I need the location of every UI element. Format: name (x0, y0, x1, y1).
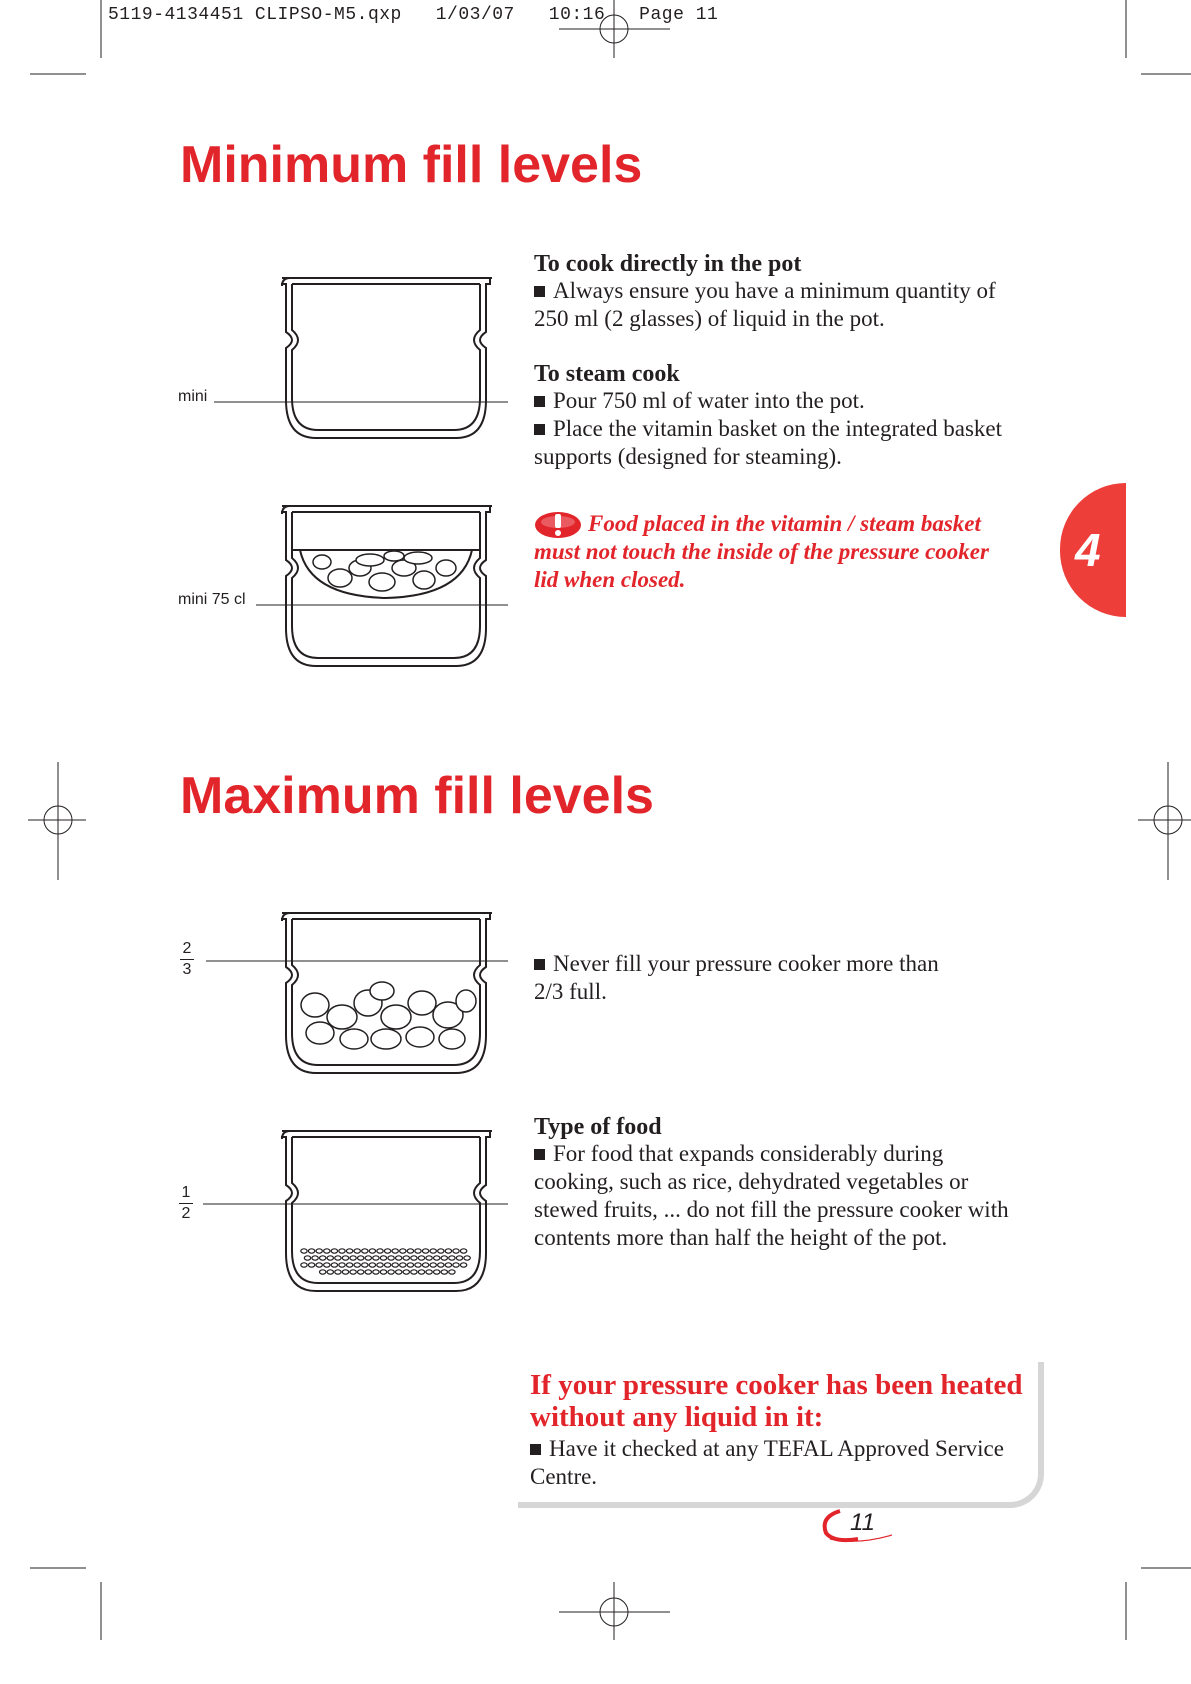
half-level-line (203, 1203, 508, 1206)
fraction-numerator: 2 (182, 940, 192, 957)
rice-grain (384, 1249, 390, 1253)
warning-line-2: must not touch the inside of the pressure cooker (534, 539, 989, 564)
rice-grain (350, 1256, 356, 1260)
mini-75cl-level-line (256, 604, 508, 607)
note-title-line-1: If your pressure cooker has been heated (530, 1369, 1023, 1401)
rice-grain (331, 1263, 337, 1267)
bullet-icon (530, 1444, 541, 1455)
rice-grain (320, 1256, 326, 1260)
rice-grain (301, 1249, 307, 1253)
steam-bullet-2-cont: supports (designed for steaming). (534, 444, 842, 469)
rice-grain (301, 1263, 307, 1267)
type-line-3: stewed fruits, ... do not fill the pressure cooker with (534, 1197, 1009, 1222)
rice-grain (392, 1249, 398, 1253)
rice-grain (426, 1256, 432, 1260)
note-title-line-2: without any liquid in it: (530, 1401, 824, 1433)
two-thirds-fraction (180, 940, 194, 979)
rice-grain (327, 1270, 333, 1274)
rice-grain (441, 1270, 447, 1274)
fraction-bar (180, 959, 194, 960)
rice-grain (415, 1249, 421, 1253)
pot-steam-illustration (270, 498, 520, 673)
rice-grain (335, 1270, 341, 1274)
rice-grain (304, 1256, 310, 1260)
rice-grain (362, 1249, 368, 1253)
rice-grain (354, 1263, 360, 1267)
fraction-bar (179, 1203, 193, 1204)
half-fraction (179, 1184, 193, 1223)
rice-grain (331, 1249, 337, 1253)
rice-grain (445, 1263, 451, 1267)
rice-grain (430, 1249, 436, 1253)
steam-cook-text (534, 387, 1054, 471)
rice-grain (312, 1256, 318, 1260)
rice-grain (407, 1263, 413, 1267)
rice-grain (342, 1256, 348, 1260)
type-of-food-heading: Type of food (534, 1114, 662, 1140)
rice-grain (373, 1270, 379, 1274)
rice-grain (396, 1270, 402, 1274)
rice-grain (400, 1249, 406, 1253)
rice-grain (434, 1270, 440, 1274)
mini-level-line (214, 401, 508, 404)
never-line-2: 2/3 full. (534, 979, 607, 1004)
rice-grain (339, 1249, 345, 1253)
rice-grain (365, 1256, 371, 1260)
rice-grain (388, 1270, 394, 1274)
rice-grain (335, 1256, 341, 1260)
note-body-line-1: Have it checked at any TEFAL Approved Service (549, 1436, 1004, 1461)
rice-grain (324, 1263, 330, 1267)
rice-grain (422, 1249, 428, 1253)
rice-grain (422, 1263, 428, 1267)
rice-grain (354, 1249, 360, 1253)
rice-grain (407, 1249, 413, 1253)
chapter-number: 4 (1075, 524, 1101, 576)
rice-grain (449, 1270, 455, 1274)
rice-grain (430, 1263, 436, 1267)
bullet-icon (534, 959, 545, 970)
bullet-icon (534, 1149, 545, 1160)
rice-grain (362, 1263, 368, 1267)
rice-grain (365, 1270, 371, 1274)
type-of-food-text (534, 1140, 1064, 1252)
never-fill-text (534, 950, 1054, 1006)
rice-grain (380, 1270, 386, 1274)
maximum-fill-title: Maximum fill levels (180, 767, 654, 825)
rice-grain (445, 1249, 451, 1253)
type-line-4: contents more than half the height of the pot. (534, 1225, 948, 1250)
rice-grain (438, 1249, 444, 1253)
two-thirds-level-line (206, 960, 508, 963)
rice-grain (373, 1256, 379, 1260)
rice-grain (456, 1256, 462, 1260)
direct-line-1: Always ensure you have a minimum quantity of (553, 278, 996, 303)
rice-grain (434, 1256, 440, 1260)
direct-cook-heading: To cook directly in the pot (534, 251, 802, 277)
rice-grain (350, 1270, 356, 1274)
direct-cook-text (534, 277, 1054, 333)
rice-grain (400, 1263, 406, 1267)
minimum-fill-title: Minimum fill levels (180, 136, 643, 194)
bullet-icon (534, 396, 545, 407)
rice-grain (441, 1256, 447, 1260)
print-slug: 5119-4134451 CLIPSO-M5.qxp 1/03/07 10:16 Page 11 (108, 5, 719, 25)
steam-warning (534, 510, 1034, 594)
rice-grain (377, 1249, 383, 1253)
rice-grain (418, 1256, 424, 1260)
rice-grain (460, 1249, 466, 1253)
rice-grain (316, 1249, 322, 1253)
rice-grain (392, 1263, 398, 1267)
rice-grain (380, 1256, 386, 1260)
rice-grain (346, 1263, 352, 1267)
rice-grain (449, 1256, 455, 1260)
warning-line-3: lid when closed. (534, 567, 686, 592)
note-body (530, 1435, 1050, 1491)
rice-grain (460, 1263, 466, 1267)
rice-grain (453, 1263, 459, 1267)
page-number-text: 11 (850, 1509, 875, 1536)
pot-two-thirds-illustration (270, 905, 520, 1080)
steam-cook-heading: To steam cook (534, 361, 680, 387)
rice-grain (358, 1270, 364, 1274)
rice-grain (324, 1249, 330, 1253)
rice-grain (411, 1270, 417, 1274)
note-title (530, 1369, 1050, 1433)
rice-grain (358, 1256, 364, 1260)
rice-grain (403, 1256, 409, 1260)
pot-half-illustration (270, 1123, 520, 1298)
steam-bullet-1: Pour 750 ml of water into the pot. (553, 388, 865, 413)
note-body-line-2: Centre. (530, 1464, 598, 1489)
rice-grain (377, 1263, 383, 1267)
rice-grain (327, 1256, 333, 1260)
mini-label: mini (178, 388, 208, 405)
mini-75cl-label: mini 75 cl (178, 591, 246, 608)
rice-grain (346, 1249, 352, 1253)
pot-minimum-illustration (270, 270, 520, 445)
rice-grain (320, 1270, 326, 1274)
fraction-denominator: 2 (181, 1205, 191, 1222)
rice-grain (308, 1263, 314, 1267)
type-line-1: For food that expands considerably during (553, 1141, 944, 1166)
rice-grain (384, 1263, 390, 1267)
rice-grain (464, 1256, 470, 1260)
rice-grain (316, 1263, 322, 1267)
rice-grain (388, 1256, 394, 1260)
fraction-numerator: 1 (181, 1184, 191, 1201)
rice-grain (411, 1256, 417, 1260)
rice-grain (308, 1249, 314, 1253)
rice-grain (369, 1263, 375, 1267)
rice-grain (369, 1249, 375, 1253)
rice-grain (342, 1270, 348, 1274)
direct-line-2: 250 ml (2 glasses) of liquid in the pot. (534, 306, 885, 331)
fraction-denominator: 3 (182, 961, 192, 978)
rice-grain (453, 1249, 459, 1253)
bullet-icon (534, 286, 545, 297)
type-line-2: cooking, such as rice, dehydrated vegetables or (534, 1169, 969, 1194)
rice-grain (418, 1270, 424, 1274)
page-number (818, 1505, 892, 1543)
never-line-1: Never fill your pressure cooker more than (553, 951, 939, 976)
warning-line-1: Food placed in the vitamin / steam basket (588, 511, 981, 536)
rice-grain (415, 1263, 421, 1267)
rice-grain (339, 1263, 345, 1267)
steam-bullet-2: Place the vitamin basket on the integrated basket (553, 416, 1002, 441)
rice-grain (426, 1270, 432, 1274)
rice-grain (438, 1263, 444, 1267)
bullet-icon (534, 424, 545, 435)
rice-grain (403, 1270, 409, 1274)
rice-grain (396, 1256, 402, 1260)
